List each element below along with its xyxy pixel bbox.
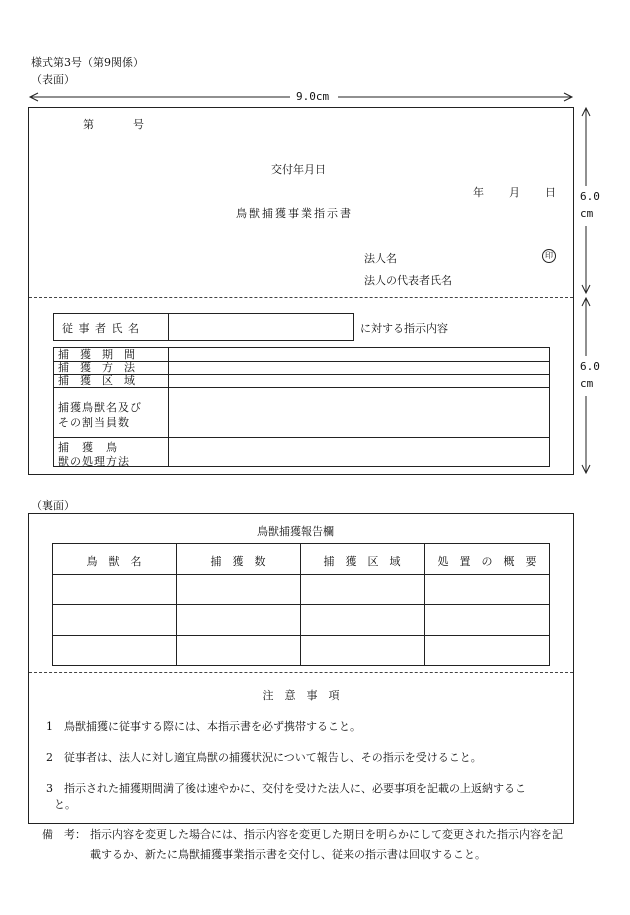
corporation-name-label: 法人名 — [364, 252, 397, 265]
back-divider — [29, 672, 573, 673]
form-number: 様式第3号（第9関係） — [31, 56, 144, 69]
issue-date-label: 交付年月日 — [271, 163, 326, 176]
report-cell[interactable] — [301, 605, 423, 634]
height-top-label-unit: cm — [580, 207, 594, 220]
date-month: 月 — [509, 186, 520, 199]
worker-name-label: 従 事 者 氏 名 — [62, 322, 140, 335]
report-cell[interactable] — [53, 636, 175, 665]
width-dimension-label: 9.0cm — [296, 90, 330, 103]
row-capture-area-label: 捕 獲 区 域 — [58, 374, 135, 387]
seal-mark-icon: 印 — [542, 249, 556, 263]
report-cell[interactable] — [177, 575, 299, 603]
height-top-label-value: 6.0 — [580, 190, 600, 203]
document-title: 鳥獣捕獲事業指示書 — [236, 207, 353, 220]
note-3-line-2: と。 — [54, 798, 76, 811]
note-3-line-1: 3 指示された捕獲期間満了後は速やかに、交付を受けた法人に、必要事項を記載の上返納するこ — [46, 782, 526, 795]
header-area: 捕 獲 区 域 — [323, 555, 401, 568]
report-cell[interactable] — [177, 605, 299, 634]
disposal-method-field[interactable] — [170, 438, 549, 466]
row-capture-period-label: 捕 獲 期 間 — [58, 348, 135, 361]
report-cell[interactable] — [177, 636, 299, 665]
report-cell[interactable] — [301, 575, 423, 603]
report-cell[interactable] — [425, 575, 549, 603]
report-cell[interactable] — [425, 605, 549, 634]
height-bottom-label-unit: cm — [580, 377, 594, 390]
row-disposal-label-2: 獣の処理方法 — [58, 455, 130, 468]
species-quota-field[interactable] — [170, 388, 549, 436]
instruction-suffix: に対する指示内容 — [360, 322, 448, 335]
back-side-label: （裏面） — [31, 499, 75, 512]
instruction-table-divider — [168, 347, 169, 467]
capture-period-field[interactable] — [170, 348, 549, 360]
row-species-label-2: その割当員数 — [58, 416, 130, 429]
capture-area-field[interactable] — [170, 375, 549, 386]
remarks-line-1: 指示内容を変更した場合には、指示内容を変更した期日を明らかにして変更された指示内容を記 — [90, 828, 563, 841]
note-2: 2 従事者は、法人に対し適宜鳥獣の捕獲状況について報告し、その指示を受けること。 — [46, 751, 482, 764]
row-capture-method-label: 捕 獲 方 法 — [58, 361, 135, 374]
worker-name-divider — [168, 313, 169, 341]
header-count: 捕 獲 数 — [210, 555, 266, 568]
report-cell[interactable] — [301, 636, 423, 665]
header-species: 鳥 獣 名 — [86, 555, 142, 568]
report-cell[interactable] — [425, 636, 549, 665]
row-species-label-1: 捕獲鳥獣名及び — [58, 401, 142, 414]
date-day: 日 — [545, 186, 556, 199]
report-cell[interactable] — [53, 575, 175, 603]
capture-method-field[interactable] — [170, 362, 549, 373]
notes-title: 注 意 事 項 — [262, 689, 340, 702]
note-1: 1 鳥獣捕獲に従事する際には、本指示書を必ず携帯すること。 — [46, 720, 361, 733]
header-disposal: 処 置 の 概 要 — [437, 555, 537, 568]
remarks-line-2: 載するか、新たに鳥獣捕獲事業指示書を交付し、従来の指示書は回収すること。 — [90, 848, 486, 861]
front-divider — [29, 297, 573, 298]
front-side-label: （表面） — [31, 73, 75, 86]
number-dai: 第 — [83, 118, 94, 131]
report-title: 鳥獣捕獲報告欄 — [257, 525, 334, 538]
height-bottom-label-value: 6.0 — [580, 360, 600, 373]
row-disposal-label-1: 捕 獲 鳥 — [58, 441, 118, 454]
number-go: 号 — [133, 118, 144, 131]
worker-name-field[interactable] — [170, 314, 352, 340]
remarks-label: 備 考： — [42, 828, 86, 841]
report-cell[interactable] — [53, 605, 175, 634]
date-year: 年 — [473, 186, 484, 199]
representative-name-label: 法人の代表者氏名 — [364, 274, 452, 287]
